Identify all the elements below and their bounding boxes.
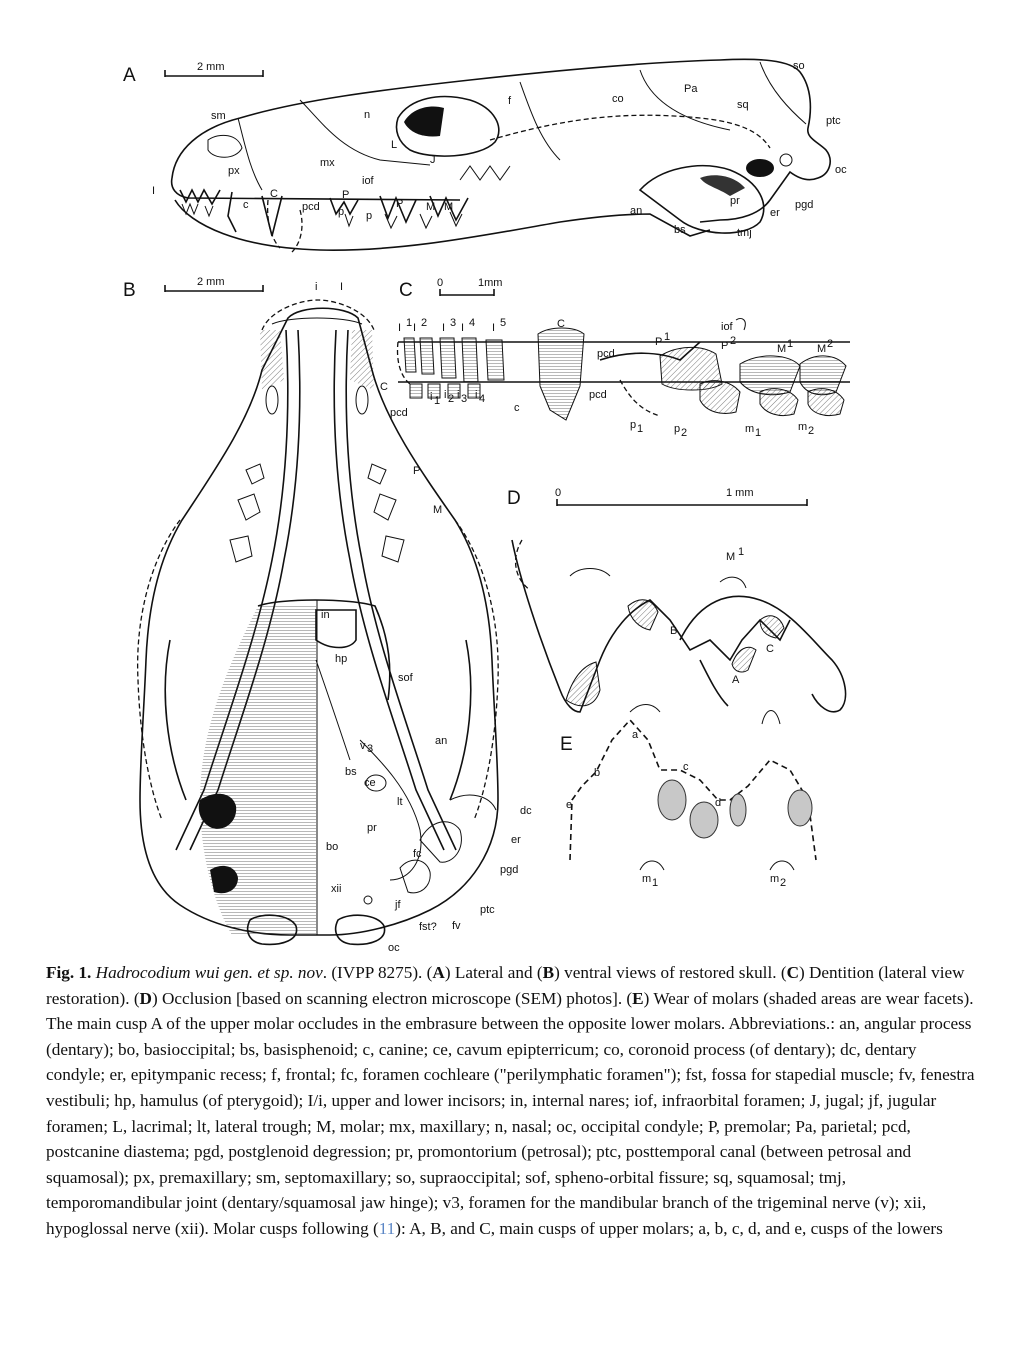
label-a-sq: sq (737, 99, 749, 111)
label-d-M1-sup: 1 (738, 546, 745, 558)
label-b-in: in (321, 609, 330, 621)
panel-c-letter: C (399, 280, 413, 301)
label-a-tmj: tmj (737, 227, 752, 239)
label-c-I5-sup: 5 (500, 317, 507, 329)
label-a-oc: oc (835, 164, 847, 176)
label-b-fv: fv (452, 920, 461, 932)
label-a-bs: bs (674, 224, 686, 236)
label-c-m2-sub: 2 (808, 425, 815, 437)
label-c-P1: P (655, 336, 663, 348)
label-b-jf: jf (395, 899, 401, 911)
label-b-I: I (340, 281, 344, 293)
panel-c-scale-bar (437, 277, 502, 296)
label-b-M: M (433, 504, 443, 516)
label-b-bo: bo (326, 841, 339, 853)
label-b-ce: ce (364, 777, 376, 789)
label-b-sof: sof (398, 672, 413, 684)
label-a-J: J (430, 154, 436, 166)
label-a-co: co (612, 93, 624, 105)
label-d-A: A (732, 674, 740, 686)
label-c-I4: I (461, 322, 465, 334)
label-c-I2-sup: 2 (421, 317, 428, 329)
label-b-P: P (413, 465, 421, 477)
label-b-an: an (435, 735, 448, 747)
lateral-skull-drawing (152, 59, 830, 252)
label-a-C: C (270, 188, 278, 200)
label-a-er: er (770, 207, 780, 219)
label-c-I3: I (442, 322, 446, 334)
label-c-c: c (514, 402, 520, 414)
label-c-i3: i (457, 389, 460, 401)
label-c-I4-sup: 4 (469, 317, 476, 329)
caption-text-5: ) Occlusion [based on scanning electron microscope (SEM) photos]. ( (151, 988, 633, 1008)
panel-a-scale-label: 2 mm (197, 61, 225, 73)
label-b-xii: xii (331, 883, 342, 895)
label-a-mx: mx (320, 157, 335, 169)
caption-text-7: ): A, B, and C, main cusps of upper molars; a, b, c, d, and e, cusps of the lowers (395, 1218, 943, 1238)
label-b-v3-sub: 3 (367, 743, 374, 755)
label-c-P2-sup: 2 (730, 335, 737, 347)
caption-letter-c: C (786, 963, 799, 982)
label-a-iof: iof (362, 175, 374, 187)
label-b-v: v (360, 740, 366, 752)
label-c-i4-sub: 4 (479, 393, 486, 405)
label-e-c: c (683, 761, 689, 773)
label-a-L: L (391, 139, 398, 151)
label-a-sm: sm (211, 110, 226, 122)
label-c-p1-sub: 1 (637, 423, 644, 435)
wear-drawing (570, 720, 816, 870)
label-d-M1: M (726, 551, 736, 563)
label-a-P1: P (342, 189, 350, 201)
label-c-M1: M (777, 343, 787, 355)
caption-letter-d: D (139, 988, 152, 1008)
panel-b-scale-label: 2 mm (197, 276, 225, 288)
caption-letter-a: A (432, 963, 445, 982)
label-a-p2: p (366, 210, 373, 222)
panel-a (123, 59, 847, 252)
panel-c-scale-end: 1mm (478, 277, 503, 289)
label-a-n: n (364, 109, 371, 121)
panel-e (560, 720, 816, 889)
label-b-fst: fst? (419, 921, 437, 933)
label-a-p1: p (338, 206, 345, 218)
label-c-P1-sup: 1 (664, 331, 671, 343)
panel-b-letter: B (123, 280, 136, 301)
label-e-m2-sub: 2 (780, 877, 787, 889)
label-b-C: C (380, 381, 388, 393)
caption-text-4: ) Dentition (lateral view restoration). ( (46, 963, 965, 1008)
panel-a-labels (211, 60, 847, 239)
label-b-pr: pr (367, 822, 377, 834)
label-a-px: px (228, 165, 240, 177)
caption-text-3: ) ventral views of restored skull. ( (554, 963, 787, 982)
label-b-pcd: pcd (390, 407, 408, 419)
reference-link-11[interactable]: 11 (378, 1218, 396, 1238)
occlusion-drawing (512, 540, 846, 724)
label-c-m2: m (798, 421, 808, 433)
label-c-M1-sup: 1 (787, 338, 794, 350)
label-a-M2: M (444, 201, 454, 213)
label-e-e: e (566, 799, 573, 811)
panel-a-scale-bar (165, 61, 263, 77)
label-b-er: er (511, 834, 521, 846)
label-c-pcd-lower: pcd (589, 389, 607, 401)
label-c-m1: m (745, 423, 755, 435)
label-c-p1: p (630, 419, 637, 431)
label-c-M2: M (817, 343, 827, 355)
panel-d-scale-start: 0 (555, 487, 562, 499)
label-c-pcd-upper: pcd (597, 348, 615, 360)
caption-text-1: . (IVPP 8275). ( (322, 963, 433, 982)
label-b-lt: lt (397, 796, 403, 808)
label-c-i4: i (475, 389, 478, 401)
caption-fig-label: Fig. 1. (46, 963, 92, 982)
caption-letter-e: E (632, 988, 644, 1008)
label-c-p2-sub: 2 (681, 427, 688, 439)
label-c-iof: iof (721, 321, 733, 333)
label-c-m1-sub: 1 (755, 427, 762, 439)
label-c-C: C (557, 318, 565, 330)
label-c-I1: I (398, 322, 402, 334)
label-c-M2-sup: 2 (827, 338, 834, 350)
panel-e-letter: E (560, 734, 573, 755)
label-a-M: M (426, 201, 436, 213)
label-b-hp: hp (335, 653, 348, 665)
label-c-p2: p (674, 423, 681, 435)
label-a-P2: P (396, 198, 404, 210)
label-e-m1-sub: 1 (652, 877, 659, 889)
label-a-Pa: Pa (684, 83, 698, 95)
label-c-i1: i (430, 391, 433, 403)
panel-d-labels (670, 546, 774, 686)
panel-d (507, 487, 846, 724)
caption-text-6: ) Wear of molars (shaded areas are wear facets). The main cusp A of the upper molar occludes in the embrasure between the opposite lower molars. Abbreviations.: an, angular process (dentary); bo, basioccipital; bs, basisphenoid; c, canine; ce, cavum epipterricum; co, coronoid process (of dentary); dc, dentary condyle; er, epitympanic recess; f, frontal; fc, foramen cochleare ("perilymphatic foramen"); fst, fossa for stapedial muscle; fv, fenestra vestibuli; hp, hamulus (of pterygoid); I/i, upper and lower incisors; in, internal nares; iof, infraorbital foramen; J, jugal; jf, jugular foramen; L, lacrimal; lt, lateral trough; M, molar; mx, maxillary; n, nasal; oc, occipital condyle; P, premolar; Pa, parietal; pcd, postcanine diastema; pgd, postglenoid degression; pr, promontorium (petrosal); ptc, posttemporal canal (between petrosal and squamosal); px, premaxillary; sm, septomaxillary; so, supraoccipital; sof, spheno-orbital fissure; sq, squamosal; tmj, temporomandibular joint (dentary/squamosal jaw hinge); v3, foramen for the mandibular branch of the trigeminal nerve (v); xii, hypoglossal nerve (xii). Molar cusps following ( (46, 988, 975, 1238)
label-e-b: b (594, 767, 601, 779)
figure-caption (46, 960, 976, 1242)
label-c-I1-sup: 1 (406, 317, 413, 329)
label-b-fc: fc (413, 848, 422, 860)
label-b-i: i (315, 281, 318, 293)
label-b-ptc: ptc (480, 904, 495, 916)
panel-d-scale-end: 1 mm (726, 487, 754, 499)
label-a-I: I (152, 185, 156, 197)
caption-text-2: ) Lateral and ( (444, 963, 543, 982)
label-c-I2: I (413, 322, 417, 334)
label-a-pgd: pgd (795, 199, 814, 211)
label-a-so: so (793, 60, 805, 72)
label-b-oc: oc (388, 942, 400, 954)
label-b-pgd: pgd (500, 864, 519, 876)
label-c-i2: i (444, 389, 447, 401)
label-a-c: c (243, 199, 249, 211)
label-a-ptc: ptc (826, 115, 841, 127)
label-c-i3-sub: 3 (461, 393, 468, 405)
label-e-a: a (632, 729, 639, 741)
label-b-bs: bs (345, 766, 357, 778)
caption-species: Hadrocodium wui gen. et sp. nov (95, 963, 323, 982)
label-c-i2-sub: 2 (448, 393, 455, 405)
label-e-m1: m (642, 873, 652, 885)
label-e-d: d (715, 797, 722, 809)
label-c-I5: I (492, 322, 496, 334)
label-c-I3-sup: 3 (450, 317, 457, 329)
panel-d-letter: D (507, 488, 521, 509)
panel-a-letter: A (123, 65, 136, 86)
label-a-f: f (508, 95, 512, 107)
label-c-P2: P (721, 340, 729, 352)
label-a-pcd: pcd (302, 201, 320, 213)
label-e-m2: m (770, 873, 780, 885)
panel-c (398, 277, 851, 439)
label-a-an: an (630, 205, 643, 217)
caption-letter-b: B (542, 963, 555, 982)
label-a-pr: pr (730, 195, 740, 207)
label-d-C: C (766, 643, 774, 655)
panel-c-scale-start: 0 (437, 277, 444, 289)
label-d-B: B (670, 625, 678, 637)
panel-d-scale-bar (555, 487, 807, 506)
label-c-i1-sub: 1 (434, 395, 441, 407)
panel-b-scale-bar (165, 276, 263, 292)
label-b-dc: dc (520, 805, 532, 817)
